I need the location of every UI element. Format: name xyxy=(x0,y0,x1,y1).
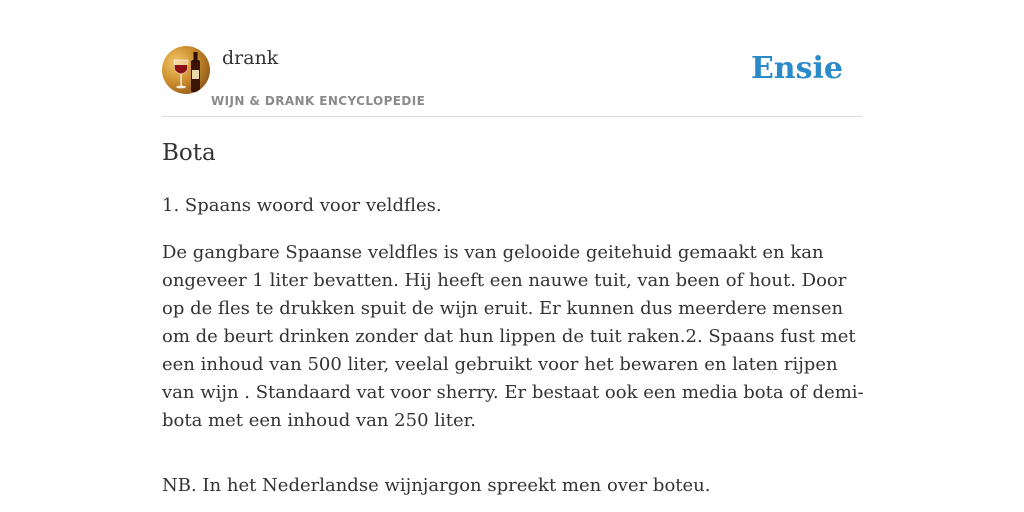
definition-paragraph: 1. Spaans woord voor veldfles. xyxy=(162,195,442,216)
encyclopedia-subtitle: WIJN & DRANK ENCYCLOPEDIE xyxy=(211,94,426,108)
wine-glass-bottle-icon xyxy=(162,46,210,94)
category-link[interactable]: drank xyxy=(222,47,279,69)
category-avatar[interactable] xyxy=(162,46,210,94)
ensie-logo[interactable]: Ensie xyxy=(750,51,843,86)
article-body xyxy=(162,192,868,512)
page-title: Bota xyxy=(162,140,216,166)
header xyxy=(162,46,862,117)
definition-paragraph: NB. In het Nederlandse wijnjargon spreekt men over boteu. xyxy=(162,475,711,496)
definition-paragraph: De gangbare Spaanse veldfles is van gelooide geitehuid gemaakt en kan ongeveer 1 liter bevatten. Hij heeft een nauwe tuit, van been of hout. Door op de fles te drukken spuit de wijn eruit. Er kunnen dus meerdere mensen om de beurt drinken zonder dat hun lippen de tuit raken.2. Spaans fust met een inhoud van 500 liter, veelal gebruikt voor het bewaren en laten rijpen van wijn . Standaard vat voor sherry. Er bestaat ook een media bota of demi-bota met een inhoud van 250 liter. xyxy=(162,242,864,431)
